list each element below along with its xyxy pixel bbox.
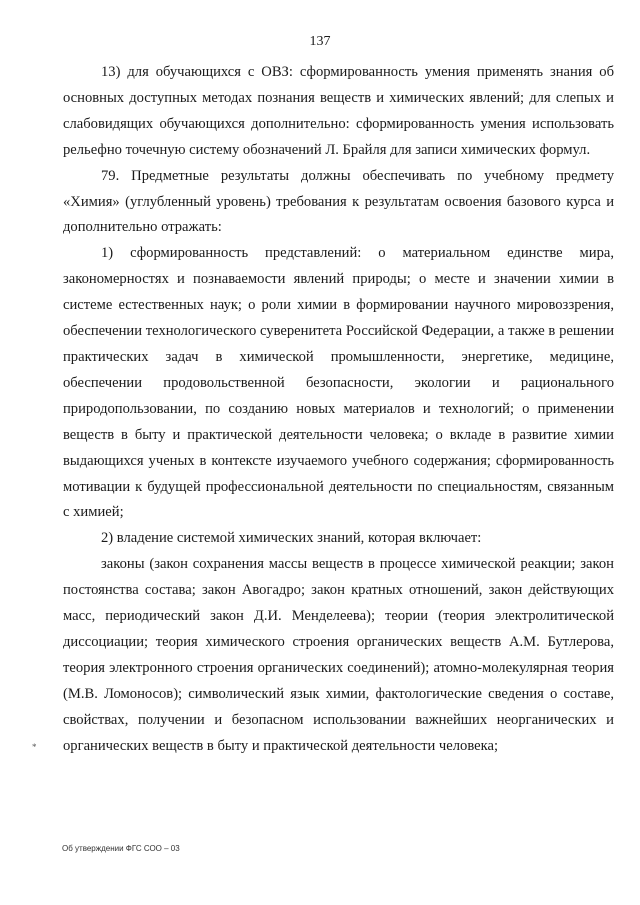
paragraph-laws: законы (закон сохранения массы веществ в процессе химической реакции; закон постоянства состава; закон Авогадро; закон кратных отношений, закон действующих масс, периодический закон Д.И. Менделеева); теории (теория электролитической диссоциации; теория химического строения органических веществ А.М. Бутлерова, теория электронного строения органических соединений); атомно-молекулярная теория (М.В. Ломоносов); символический язык химии, фактологические сведения о составе, свойствах, получении и безопасном использовании важнейших неорганических и органических веществ в быту и практической деятельности человека; (63, 556, 614, 754)
page-number: 137 (309, 34, 331, 49)
paragraph-item-2: 2) владение системой химических знаний, которая включает: (101, 530, 482, 547)
document-body (63, 60, 614, 759)
margin-mark: * (32, 742, 37, 752)
paragraph-item-13: 13) для обучающихся с ОВЗ: сформированность умения применять знания об основных доступных методах познания веществ и химических явлений; для слепых и слабовидящих обучающихся дополнительно: сформированность умения использовать рельефно точечную систему обозначений Л. Брайля для записи химических формул. (63, 64, 614, 158)
document-footer: Об утверждении ФГС СОО – 03 (62, 844, 180, 853)
paragraph-section-79: 79. Предметные результаты должны обеспечивать по учебному предмету «Химия» (углубленный уровень) требования к результатам освоения базового курса и дополнительно отражать: (63, 167, 614, 236)
paragraph-item-1: 1) сформированность представлений: о материальном единстве мира, закономерностях и познаваемости явлений природы; о месте и значении химии в системе естественных наук; о роли химии в формировании научного мировоззрения, обеспечении технологического суверенитета Российской Федерации, а также в решении практических задач в химической промышленности, энергетике, медицине, обеспечении продовольственной безопасности, экологии и рационального природопользовании, по созданию новых материалов и технологий; о применении веществ в быту и практической деятельности человека; о вкладе в развитие химии выдающихся ученых в контексте изучаемого учебного содержания; сформированность мотивации к будущей профессиональной деятельности по специальностям, связанным с химией; (63, 245, 614, 521)
